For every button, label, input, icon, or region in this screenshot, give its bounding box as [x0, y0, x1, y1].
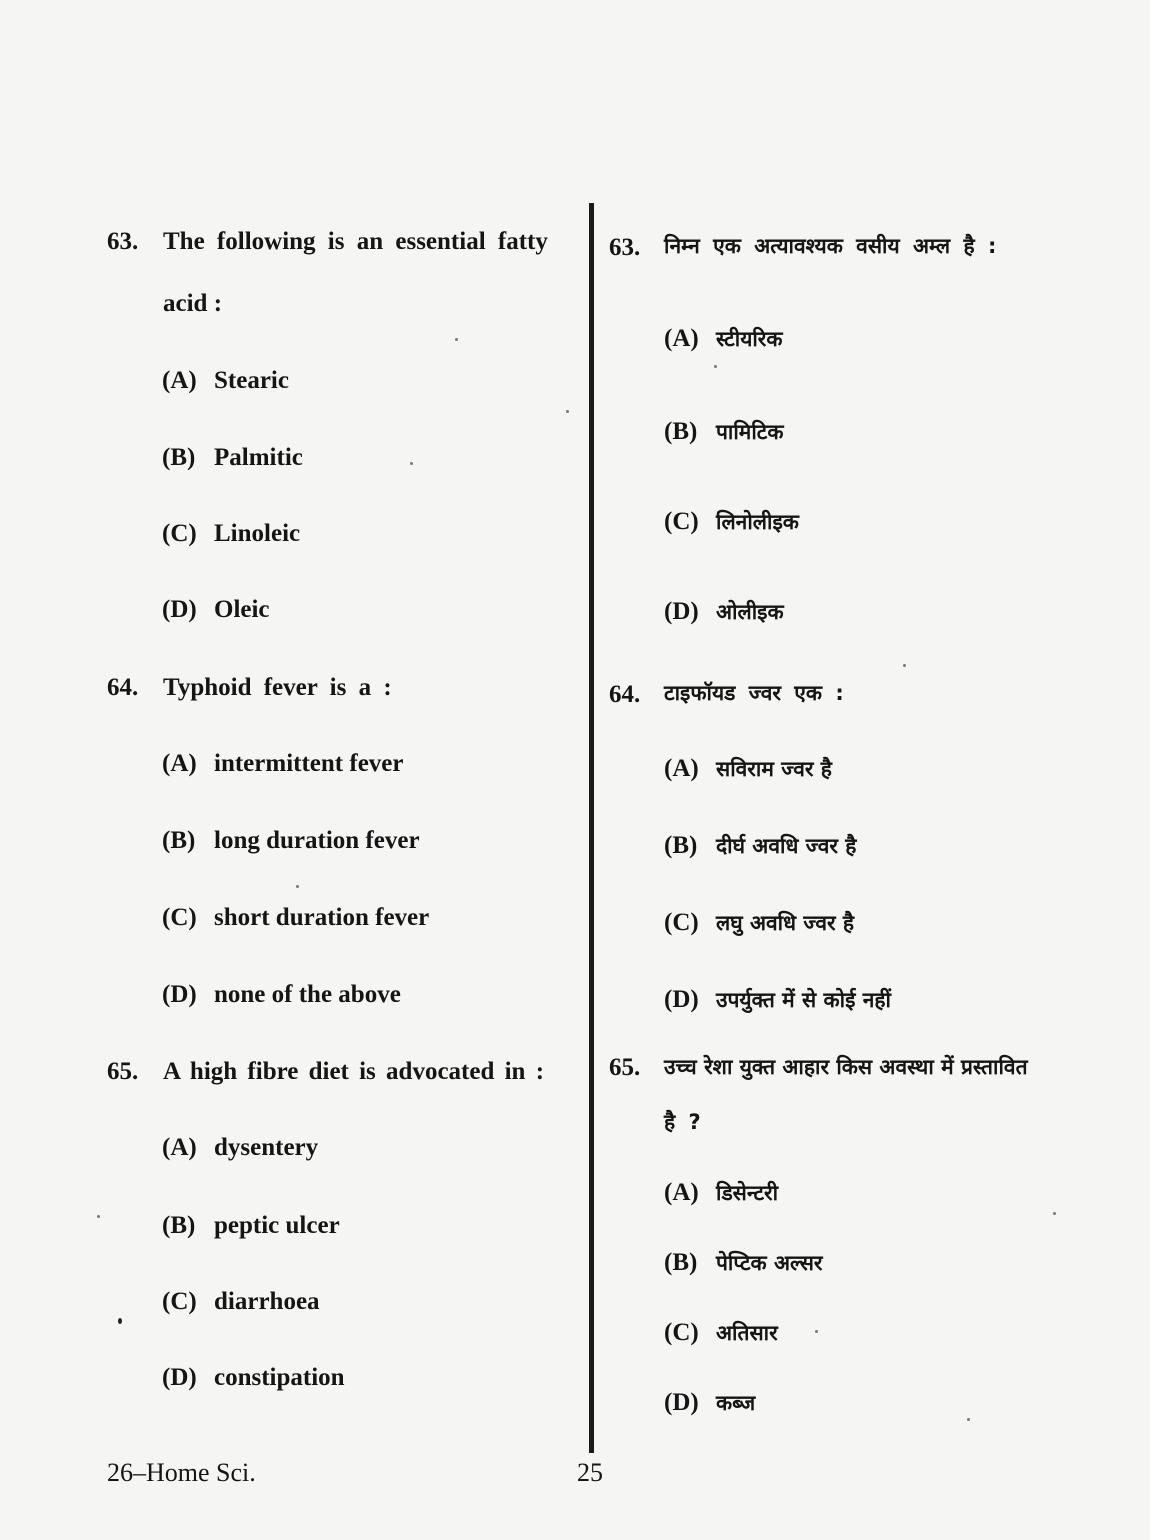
option-c: (C) लिनोलीइक: [664, 508, 799, 535]
option-d: (D) none of the above: [162, 981, 401, 1008]
option-a: (A) Stearic: [162, 367, 289, 394]
column-divider: [589, 203, 594, 1453]
option-d: (D) constipation: [162, 1364, 345, 1391]
option-d: (D) Oleic: [162, 596, 270, 623]
option-a: (A) intermittent fever: [162, 750, 404, 777]
question-text-line: acid :: [163, 290, 223, 317]
option-c: (C) Linoleic: [162, 520, 301, 547]
question-text-line: निम्न एक अत्यावश्यक वसीय अम्ल है :: [664, 234, 997, 258]
paper-code: 26–Home Sci.: [107, 1458, 256, 1487]
option-c: (C) लघु अवधि ज्वर है: [664, 909, 855, 936]
question-text-line: A high fibre diet is advocated in :: [163, 1058, 545, 1085]
option-d: (D) उपर्युक्त में से कोई नहीं: [664, 986, 891, 1013]
option-a: (A) स्टीयरिक: [664, 325, 783, 352]
option-d: (D) ओलीइक: [664, 598, 784, 625]
option-c: (C) अतिसार: [664, 1319, 778, 1346]
option-a: (A) सविराम ज्वर है: [664, 755, 832, 782]
option-b: (B) पामिटिक: [664, 418, 784, 445]
option-c: (C) short duration fever: [162, 904, 430, 931]
option-b: (B) long duration fever: [162, 827, 420, 854]
question-number: 63.: [107, 228, 139, 255]
question-text-line: Typhoid fever is a :: [163, 674, 392, 701]
option-d: (D) कब्ज: [664, 1389, 756, 1416]
question-number: 63.: [609, 234, 641, 261]
option-c: (C) diarrhoea: [162, 1288, 320, 1315]
question-number: 65.: [107, 1058, 139, 1085]
page-number: 25: [577, 1458, 603, 1487]
option-b: (B) दीर्घ अवधि ज्वर है: [664, 832, 857, 859]
question-number: 64.: [107, 674, 139, 701]
option-b: (B) Palmitic: [162, 444, 303, 471]
option-b: (B) पेप्टिक अल्सर: [664, 1249, 823, 1276]
question-text-line: उच्च रेशा युक्त आहार किस अवस्था में प्रस्तावित: [664, 1055, 1028, 1079]
question-text-line: The following is an essential fatty: [163, 228, 548, 255]
question-text-line: है ?: [664, 1110, 701, 1134]
question-text-line: टाइफॉयड ज्वर एक :: [664, 681, 844, 705]
question-number: 64.: [609, 681, 641, 708]
question-number: 65.: [609, 1054, 641, 1081]
option-b: (B) peptic ulcer: [162, 1212, 340, 1239]
option-a: (A) dysentery: [162, 1134, 319, 1161]
option-a: (A) डिसेन्टरी: [664, 1179, 779, 1206]
